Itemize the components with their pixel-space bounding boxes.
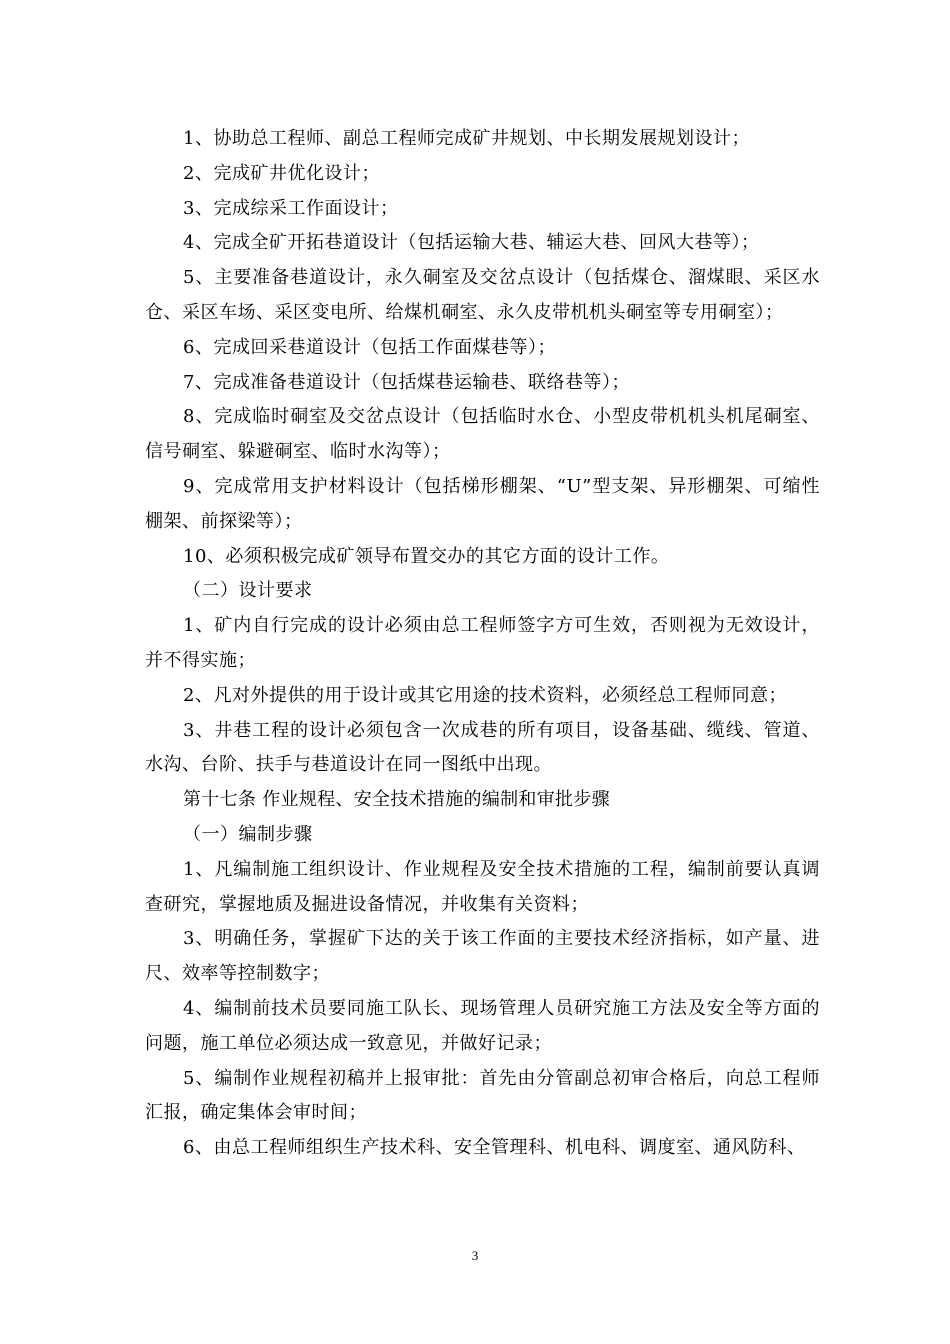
paragraph-requirement-3: 3、井巷工程的设计必须包含一次成巷的所有项目，设备基础、缆线、管道、水沟、台阶、扶手与巷道设计在同一图纸中出现。	[145, 719, 820, 776]
article-heading-17: 第十七条 作业规程、安全技术措施的编制和审批步骤	[183, 789, 610, 811]
paragraph-step-1: 1、凡编制施工组织设计、作业规程及安全技术措施的工程，编制前要认真调查研究，掌握地质及掘进设备情况，并收集有关资料；	[145, 858, 820, 915]
paragraph-item-10: 10、必须积极完成矿领导布置交办的其它方面的设计工作。	[183, 545, 670, 567]
paragraph-requirement-2: 2、凡对外提供的用于设计或其它用途的技术资料，必须经总工程师同意；	[183, 684, 787, 706]
paragraph-item-5: 5、主要准备巷道设计，永久硐室及交岔点设计（包括煤仓、溜煤眼、采区水仓、采区车场、采区变电所、给煤机硐室、永久皮带机机头硐室等专用硐室）；	[145, 267, 820, 323]
section-heading-design-requirements: （二）设计要求	[183, 580, 313, 602]
paragraph-item-9: 9、完成常用支护材料设计（包括梯形棚架、“U”型支架、异形棚架、可缩性棚架、前探梁等）；	[145, 475, 820, 532]
paragraph-item-2: 2、完成矿井优化设计；	[183, 162, 380, 184]
paragraph-step-4: 4、编制前技术员要同施工队长、现场管理人员研究施工方法及安全等方面的问题，施工单位必须达成一致意见，并做好记录；	[145, 997, 820, 1054]
paragraph-item-6: 6、完成回采巷道设计（包括工作面煤巷等）；	[183, 336, 556, 358]
paragraph-item-3: 3、完成综采工作面设计；	[183, 197, 399, 219]
paragraph-step-5: 5、编制作业规程初稿并上报审批：首先由分管副总初审合格后，向总工程师汇报，确定集体会审时间；	[145, 1067, 820, 1124]
paragraph-requirement-1: 1、矿内自行完成的设计必须由总工程师签字方可生效，否则视为无效设计，并不得实施；	[145, 615, 820, 671]
paragraph-item-8: 8、完成临时硐室及交岔点设计（包括临时水仓、小型皮带机机头机尾硐室、信号硐室、躲避硐室、临时水沟等）；	[145, 406, 820, 463]
paragraph-item-4: 4、完成全矿开拓巷道设计（包括运输大巷、辅运大巷、回风大巷等）；	[183, 232, 760, 254]
paragraph-item-1: 1、协助总工程师、副总工程师完成矿井规划、中长期发展规划设计；	[183, 128, 750, 149]
paragraph-item-7: 7、完成准备巷道设计（包括煤巷运输巷、联络巷等）；	[183, 371, 630, 393]
section-heading-compilation-steps: （一）编制步骤	[183, 823, 313, 845]
page-number: 3	[471, 1248, 479, 1263]
paragraph-step-3: 3、明确任务，掌握矿下达的关于该工作面的主要技术经济指标，如产量、进尺、效率等控制数字；	[145, 928, 820, 985]
document-body	[145, 122, 820, 1166]
paragraph-step-6: 6、由总工程师组织生产技术科、安全管理科、机电科、调度室、通风防科、	[183, 1137, 806, 1159]
